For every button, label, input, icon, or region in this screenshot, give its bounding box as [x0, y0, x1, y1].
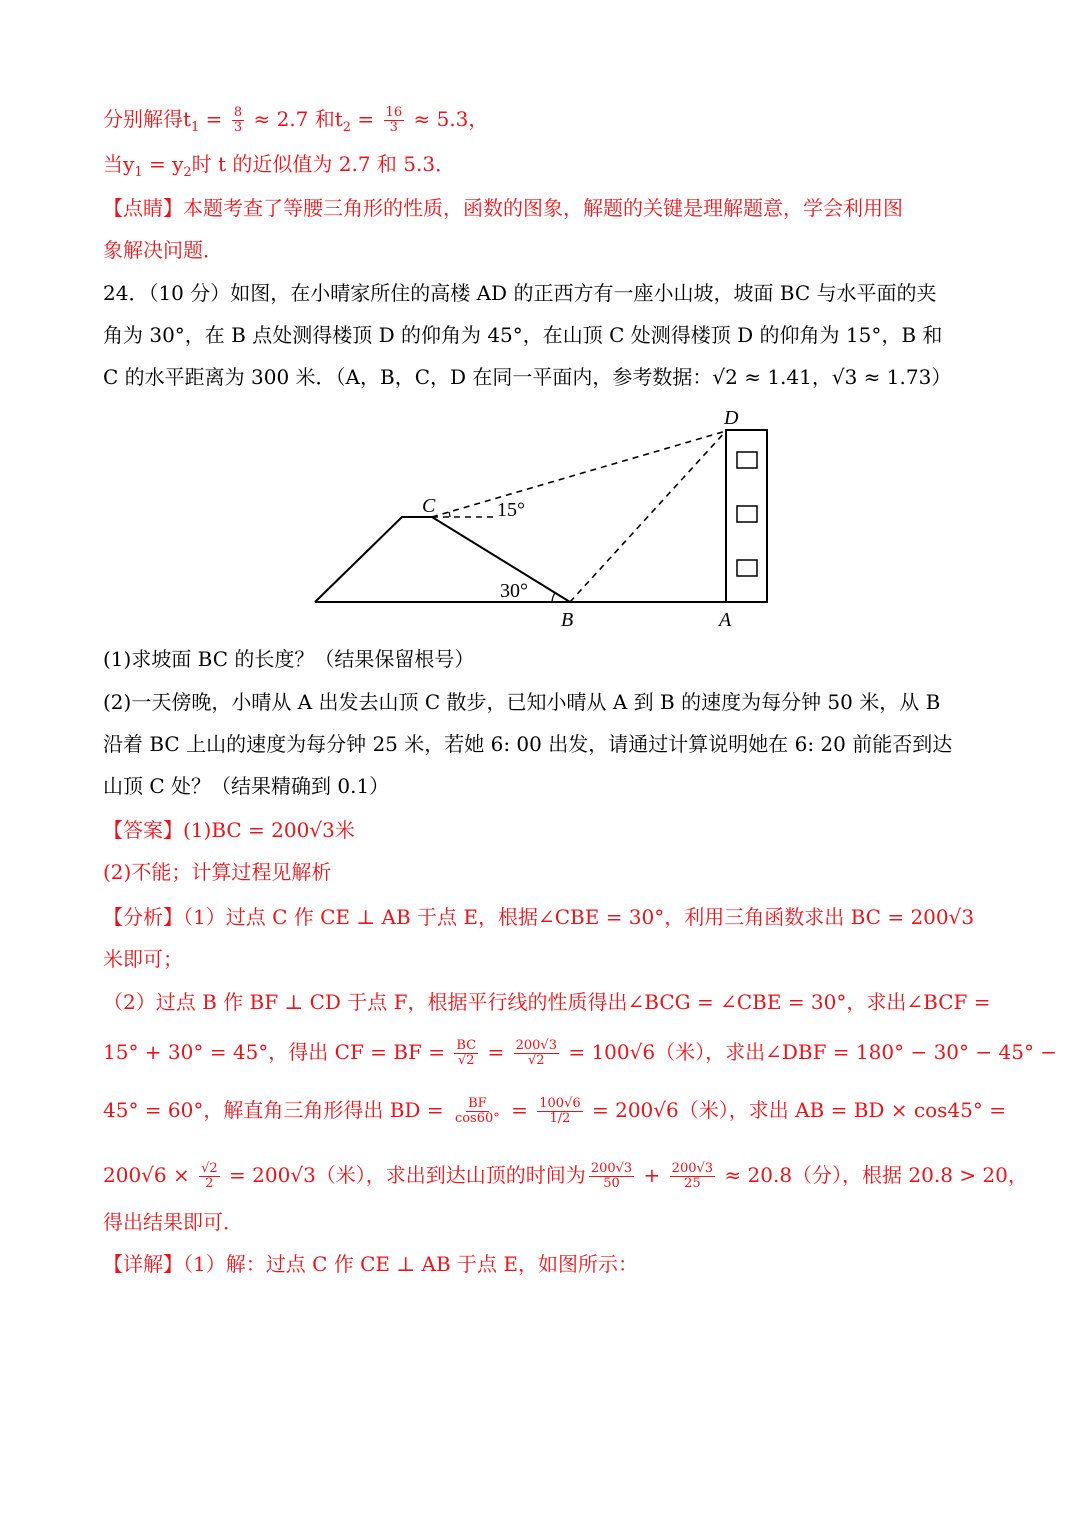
- text: 200√6 ×: [103, 1163, 197, 1187]
- answer-line-2: (2)不能；计算过程见解析: [103, 860, 332, 884]
- numerator: 200√3: [590, 1161, 633, 1176]
- fraction: [514, 1039, 559, 1068]
- sightline-cd: [432, 431, 726, 517]
- denominator: 50: [603, 1176, 620, 1191]
- text: ≈ 20.8（分），根据 20.8 > 20，: [718, 1163, 1028, 1187]
- text: = 200√3（米），求出到达山顶的时间为: [222, 1163, 586, 1187]
- text: =: [351, 107, 381, 131]
- window-icon: [737, 506, 757, 522]
- numerator: BC: [456, 1038, 477, 1053]
- denominator: 2: [205, 1176, 214, 1191]
- text: 分别解得t: [103, 107, 192, 131]
- text: 15° + 30° = 45°，得出 CF = BF =: [103, 1040, 452, 1064]
- text: ≈ 5.3，: [407, 107, 489, 131]
- denominator: √2: [457, 1053, 475, 1068]
- fraction: [454, 1039, 478, 1068]
- fraction: [232, 106, 244, 135]
- label-c: C: [422, 495, 436, 517]
- subscript: 2: [342, 120, 352, 135]
- label-a: A: [719, 609, 732, 631]
- numerator: 16: [385, 105, 403, 120]
- question-line-2: 角为 30°，在 B 点处测得楼顶 D 的仰角为 45°，在山顶 C 处测得楼顶 D 的仰角为 15°，B 和: [103, 323, 943, 347]
- text: = 100√6（米），求出∠DBF = 180° − 30° − 45° −: [561, 1040, 1058, 1064]
- text: = 200√6（米），求出 AB = BD × cos45° =: [585, 1098, 1006, 1122]
- analysis-line-2: 米即可；: [103, 947, 183, 971]
- subscript: 1: [134, 165, 143, 180]
- analysis-line-5: [103, 1096, 1006, 1126]
- part1-question: (1)求坡面 BC 的长度？（结果保留根号）: [103, 647, 475, 671]
- text: +: [637, 1163, 667, 1187]
- answer-line-1: 【答案】(1)BC = 200√3米: [103, 818, 355, 842]
- question-line-1: 24．（10 分）如图，在小晴家所住的高楼 AD 的正西方有一座小山坡，坡面 BC 与水平面的夹: [103, 281, 937, 305]
- analysis-line-4: [103, 1038, 1057, 1068]
- text: 当y: [103, 152, 135, 176]
- sightline-bd: [570, 431, 726, 602]
- text: 时 t 的近似值为 2.7 和 5.3．: [191, 152, 456, 176]
- remark-line-1: 【点睛】本题考查了等腰三角形的性质，函数的图象，解题的关键是理解题意，学会利用图: [103, 196, 903, 220]
- part2-question-line-3: 山顶 C 处？（结果精确到 0.1）: [103, 774, 390, 798]
- text: ≈ 2.7 和t: [247, 107, 343, 131]
- numerator: √2: [201, 1161, 218, 1176]
- denominator: 1/2: [549, 1111, 571, 1126]
- solution-line-2: [103, 150, 455, 187]
- window-icon: [737, 452, 757, 468]
- analysis-line-3: （2）过点 B 作 BF ⊥ CD 于点 F，根据平行线的性质得出∠BCG = ∠CBE = 30°，求出∠BCF =: [103, 990, 991, 1014]
- geometry-figure: [300, 400, 780, 640]
- part2-question-line-1: (2)一天傍晚，小晴从 A 出发去山顶 C 散步，已知小晴从 A 到 B 的速度为每分钟 50 米，从 B: [103, 690, 941, 714]
- fraction: [589, 1162, 634, 1191]
- analysis-line-7: 得出结果即可．: [103, 1210, 243, 1234]
- fraction: [199, 1162, 220, 1191]
- numerator: 200√3: [671, 1161, 714, 1176]
- hill-outline: [315, 517, 570, 602]
- text: 45° = 60°，解直角三角形得出 BD =: [103, 1098, 450, 1122]
- fraction: [384, 106, 405, 135]
- angle-arc-30: [552, 593, 555, 602]
- denominator: 25: [684, 1176, 701, 1191]
- numerator: 100√6: [539, 1096, 581, 1111]
- text: =: [504, 1098, 535, 1122]
- angle-label-30: 30°: [500, 580, 528, 602]
- text: =: [199, 107, 229, 131]
- denominator: √2: [528, 1053, 545, 1068]
- question-line-3: C 的水平距离为 300 米．（A，B，C，D 在同一平面内，参考数据：√2 ≈ 1.41，√3 ≈ 1.73）: [103, 365, 952, 389]
- detail-line-1: 【详解】（1）解：过点 C 作 CE ⊥ AB 于点 E，如图所示：: [103, 1252, 638, 1276]
- numerator: 8: [233, 105, 243, 120]
- subscript: 1: [191, 120, 200, 135]
- fraction: [537, 1097, 582, 1126]
- denominator: cos60°: [454, 1111, 500, 1126]
- fraction: [453, 1097, 502, 1126]
- solution-line-1: [103, 105, 488, 142]
- fraction: [670, 1162, 715, 1191]
- numerator: BF: [468, 1096, 487, 1111]
- analysis-line-1: 【分析】（1）过点 C 作 CE ⊥ AB 于点 E，根据∠CBE = 30°，利用三角函数求出 BC = 200√3: [103, 905, 975, 929]
- analysis-line-6: [103, 1161, 1028, 1191]
- remark-line-2: 象解决问题．: [103, 238, 223, 262]
- label-b: B: [561, 609, 574, 631]
- text: = y: [142, 152, 184, 176]
- denominator: 3: [389, 120, 398, 135]
- denominator: 3: [233, 120, 243, 135]
- part2-question-line-2: 沿着 BC 上山的速度为每分钟 25 米，若她 6: 00 出发，请通过计算说明她在 6: 20 前能否到达: [103, 732, 953, 756]
- text: =: [481, 1040, 511, 1064]
- numerator: 200√3: [515, 1038, 557, 1053]
- angle-arc-15: [449, 512, 450, 517]
- angle-label-15: 15°: [497, 499, 525, 521]
- window-icon: [737, 560, 757, 576]
- subscript: 2: [183, 165, 192, 180]
- label-d: D: [724, 407, 739, 429]
